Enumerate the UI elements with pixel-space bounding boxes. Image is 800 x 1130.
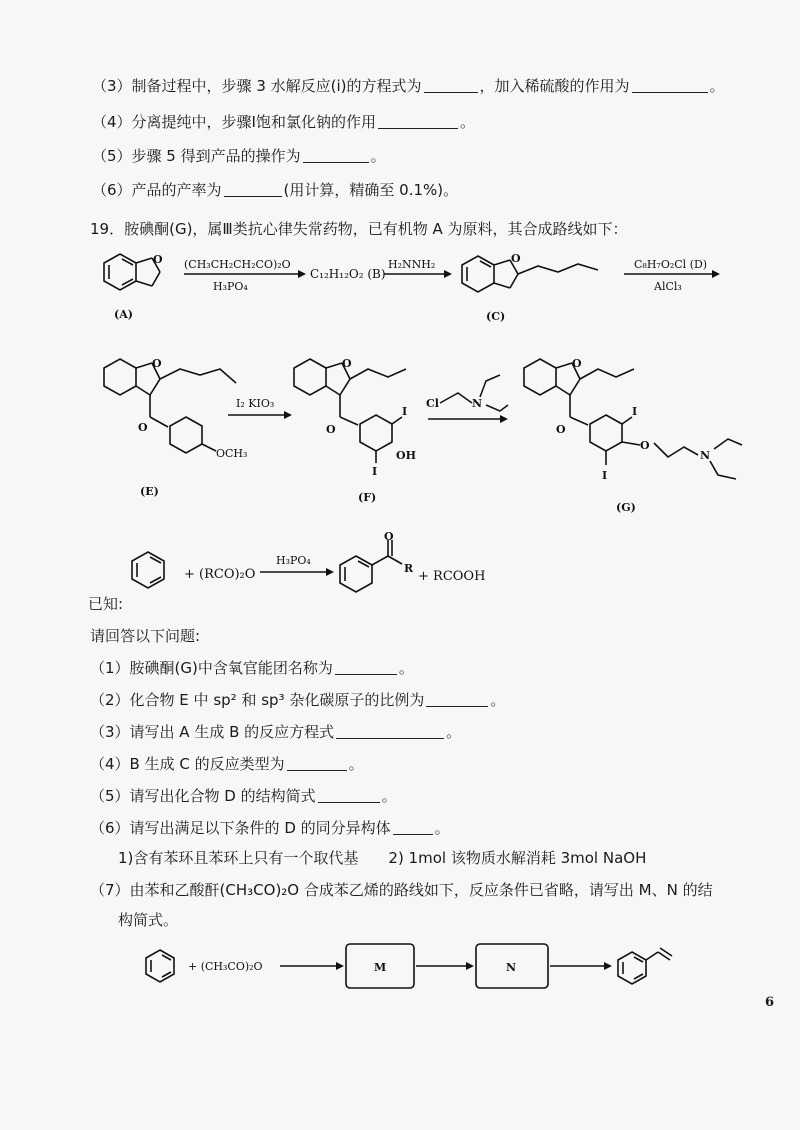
reagent-hydrazine: H₂NNH₂ (388, 258, 436, 271)
label-g: (G) (616, 501, 636, 514)
sub-question-6: （6）请写出满足以下条件的 D 的同分异构体 。 (90, 819, 450, 837)
known-byproduct: + RCOOH (418, 569, 486, 584)
g-oxygen-label: O (572, 357, 582, 370)
box-m-label: M (374, 961, 387, 974)
reagent-nitrogen: N (472, 397, 483, 410)
answer-blank[interactable] (632, 76, 708, 93)
synthesis-scheme-1 (88, 240, 728, 330)
answer-blank[interactable] (426, 690, 488, 707)
answer-blank[interactable] (378, 112, 458, 129)
f-carbonyl-o: O (326, 423, 336, 436)
label-a: (A) (114, 308, 133, 321)
known-catalyst: H₃PO₄ (276, 554, 311, 567)
benzene-reactant (132, 552, 164, 588)
c-oxygen-label: O (511, 252, 521, 265)
f-oxygen-label: O (342, 357, 352, 370)
q18-line-4: （4）分离提纯中，步骤Ⅰ饱和氯化钠的作用 。 (92, 113, 475, 131)
compound-a-structure (104, 254, 160, 290)
f-hydroxy: OH (396, 449, 416, 462)
sub-question-1: （1）胺碘酮(G)中含氧官能团名称为 。 (90, 659, 414, 677)
label-c: (C) (486, 310, 506, 323)
answer-blank[interactable] (224, 180, 282, 197)
compound-c-structure (462, 256, 598, 292)
sub-question-3: （3）请写出 A 生成 B 的反应方程式 。 (90, 723, 462, 741)
answer-prompt: 请回答以下问题: (90, 627, 201, 645)
sub-question-2: （2）化合物 E 中 sp² 和 sp³ 杂化碳原子的比例为 。 (90, 691, 506, 709)
reagent-anhydride: (CH₃CH₂CH₂CO)₂O (184, 258, 291, 271)
sub-question-4: （4）B 生成 C 的反应类型为 。 (90, 755, 364, 773)
label-e: (E) (140, 485, 159, 498)
reagent-h3po4: H₃PO₄ (213, 280, 248, 293)
compound-f-structure (294, 359, 406, 463)
g-carbonyl-o: O (556, 423, 566, 436)
reagent-alcl3: AlCl₃ (654, 280, 682, 293)
page-number: 6 (765, 995, 775, 1010)
q18-line-3: （3）制备过程中，步骤 3 水解反应(i)的方程式为 ，加入稀硫酸的作用为 。 (92, 77, 725, 95)
answer-blank[interactable] (318, 786, 380, 803)
f-iodo-top: I (402, 405, 408, 418)
reagent-chloride-cl: Cl (426, 397, 439, 410)
label-f: (F) (358, 491, 377, 504)
reagent-d: C₈H₇O₂Cl (D) (634, 258, 708, 271)
sub-question-7-line2: 构简式。 (118, 911, 179, 929)
conditions-line: 1)含有苯环且苯环上只有一个取代基 2) 1mol 该物质水解消耗 3mol NaOH (118, 849, 647, 867)
g-nitrogen: N (700, 449, 711, 462)
q18-line-6: （6）产品的产率为 (用计算，精确至 0.1%)。 (92, 181, 459, 199)
q18-line-5: （5）步骤 5 得到产品的操作为 。 (92, 147, 386, 165)
compound-b-formula: C₁₂H₁₂O₂ (B) (310, 267, 386, 281)
sub-question-7-line1: （7）由苯和乙酸酐(CH₃CO)₂O 合成苯乙烯的路线如下，反应条件已省略，请写出 M、N 的结 (90, 881, 713, 899)
answer-blank[interactable] (424, 76, 478, 93)
known-label: 已知: (88, 595, 124, 613)
answer-blank[interactable] (393, 818, 433, 835)
g-ether-o: O (640, 439, 650, 452)
ketone-product (340, 540, 402, 592)
styrene-route (140, 938, 700, 996)
answer-blank[interactable] (335, 658, 397, 675)
answer-blank[interactable] (303, 146, 369, 163)
q19-intro: 19．胺碘酮(G)，属Ⅲ类抗心律失常药物，已有机物 A 为原料，其合成路线如下： (90, 220, 628, 238)
f-iodo-bottom: I (372, 465, 378, 478)
g-iodo-bottom: I (602, 469, 608, 482)
box-n-label: N (506, 961, 517, 974)
answer-blank[interactable] (287, 754, 347, 771)
known-reaction (130, 530, 510, 600)
known-carbonyl-o: O (384, 530, 394, 543)
e-methoxy: OCH₃ (216, 447, 248, 460)
furan-oxygen-label: O (153, 253, 163, 266)
styrene-product (618, 948, 672, 984)
benzene-start (146, 950, 174, 982)
compound-e-structure (104, 359, 236, 453)
synthesis-scheme-2 (88, 345, 748, 520)
e-carbonyl-o: O (138, 421, 148, 434)
reagent-iodine: I₂ KIO₃ (236, 397, 275, 410)
e-oxygen-label: O (152, 357, 162, 370)
sub-question-5: （5）请写出化合物 D 的结构简式 。 (90, 787, 397, 805)
route-reagent: + (CH₃CO)₂O (188, 960, 263, 973)
known-r-group: R (404, 562, 414, 575)
g-iodo-top: I (632, 405, 638, 418)
anhydride-reactant: + (RCO)₂O (184, 567, 256, 582)
answer-blank[interactable] (336, 722, 444, 739)
